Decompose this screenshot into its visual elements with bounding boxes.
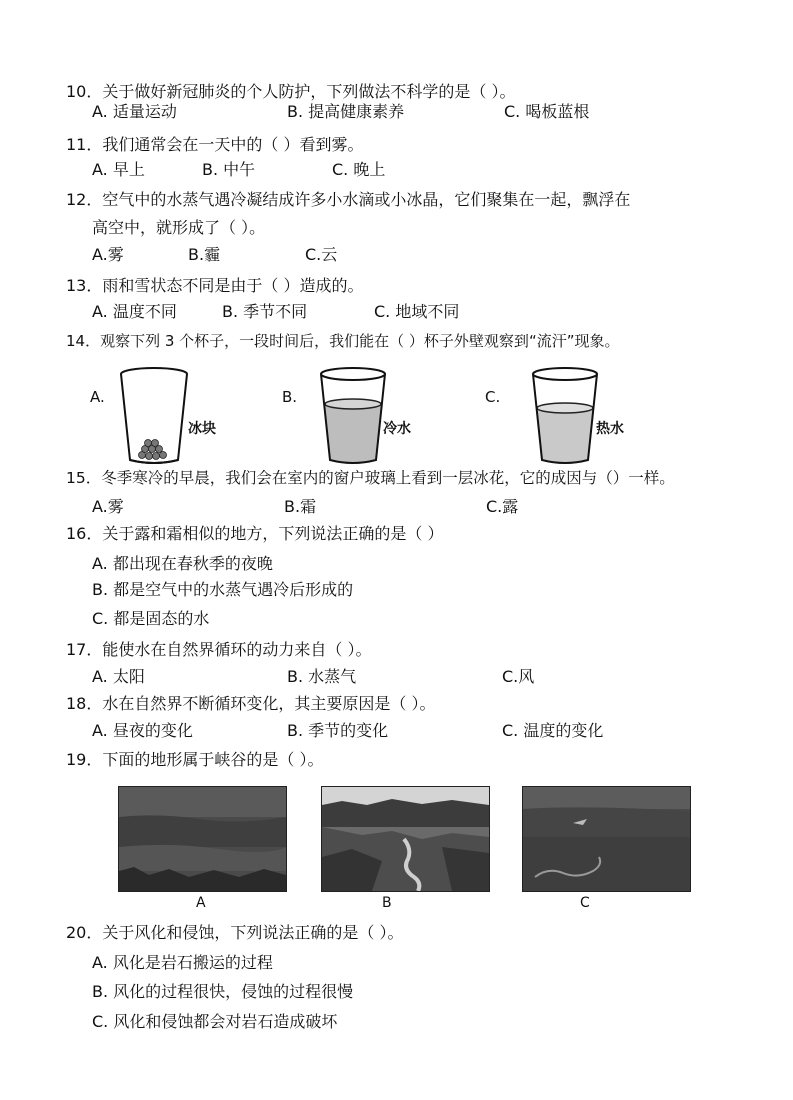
- option-c: C. 地域不同: [374, 302, 460, 321]
- option-c: C.露: [486, 497, 519, 516]
- option-c: C.云: [305, 245, 338, 264]
- option-b: B. 水蒸气: [287, 667, 357, 686]
- option-a: A.: [90, 388, 105, 406]
- option-a: A.雾: [92, 497, 124, 516]
- option-b: B.霜: [284, 497, 317, 516]
- option-b: B.: [282, 388, 298, 406]
- landform-photo-a: [118, 786, 287, 892]
- option-c: C.: [485, 388, 501, 406]
- option-b: B. 季节不同: [222, 302, 308, 321]
- photo-label-a: A: [196, 895, 206, 911]
- question-14: 14．观察下列 3 个杯子，一段时间后，我们能在（ ）杯子外壁观察到“流汗”现象。: [66, 332, 620, 350]
- cup-ice-image: [116, 364, 196, 468]
- cup-hot-water-image: [529, 364, 601, 468]
- question-15: 15．冬季寒冷的早晨，我们会在室内的窗户玻璃上看到一层冰花，它的成因与（）一样。: [66, 469, 675, 487]
- option-b: B.霾: [188, 245, 221, 264]
- option-c: C.风: [502, 667, 535, 686]
- question-17: 17．能使水在自然界循环的动力来自（ ）。: [66, 640, 372, 659]
- cup-cold-water-label: 冷水: [383, 421, 411, 437]
- photo-label-b: B: [382, 895, 392, 911]
- option-c: C. 温度的变化: [502, 721, 604, 740]
- question-11: 11．我们通常会在一天中的（ ）看到雾。: [66, 135, 364, 154]
- question-12-continued: 高空中，就形成了（ ）。: [92, 218, 266, 237]
- question-13: 13．雨和雪状态不同是由于（ ）造成的。: [66, 276, 364, 295]
- landform-photo-b: [321, 786, 490, 892]
- question-19: 19．下面的地形属于峡谷的是（ ）。: [66, 750, 324, 769]
- option-a: A. 都出现在春秋季的夜晚: [92, 554, 273, 573]
- option-b: B. 风化的过程很快，侵蚀的过程很慢: [92, 982, 354, 1001]
- cup-ice-label: 冰块: [188, 421, 216, 437]
- option-c: C. 喝板蓝根: [504, 102, 590, 121]
- option-c: C. 风化和侵蚀都会对岩石造成破坏: [92, 1012, 338, 1031]
- option-a: A.雾: [92, 245, 124, 264]
- question-20: 20．关于风化和侵蚀，下列说法正确的是（ ）。: [66, 923, 404, 942]
- option-a: A. 风化是岩石搬运的过程: [92, 953, 273, 972]
- option-a: A. 昼夜的变化: [92, 721, 193, 740]
- option-a: A. 早上: [92, 160, 145, 179]
- question-16: 16．关于露和霜相似的地方，下列说法正确的是（ ）: [66, 524, 444, 543]
- option-c: C. 都是固态的水: [92, 609, 210, 628]
- option-a: A. 温度不同: [92, 302, 177, 321]
- option-b: B. 提高健康素养: [287, 102, 405, 121]
- option-c: C. 晚上: [332, 160, 386, 179]
- landform-photo-c: [522, 786, 691, 892]
- option-a: A. 太阳: [92, 667, 145, 686]
- option-a: A. 适量运动: [92, 102, 177, 121]
- question-18: 18．水在自然界不断循环变化，其主要原因是（ ）。: [66, 694, 436, 713]
- option-b: B. 季节的变化: [287, 721, 389, 740]
- photo-label-c: C: [580, 895, 590, 911]
- cup-hot-water-label: 热水: [596, 421, 624, 437]
- cup-cold-water-image: [317, 364, 389, 468]
- option-b: B. 都是空气中的水蒸气遇冷后形成的: [92, 580, 354, 599]
- question-10: 10．关于做好新冠肺炎的个人防护，下列做法不科学的是（ ）。: [66, 82, 516, 101]
- option-b: B. 中午: [202, 160, 256, 179]
- question-12: 12．空气中的水蒸气遇冷凝结成许多小水滴或小冰晶，它们聚集在一起，飘浮在: [66, 190, 631, 209]
